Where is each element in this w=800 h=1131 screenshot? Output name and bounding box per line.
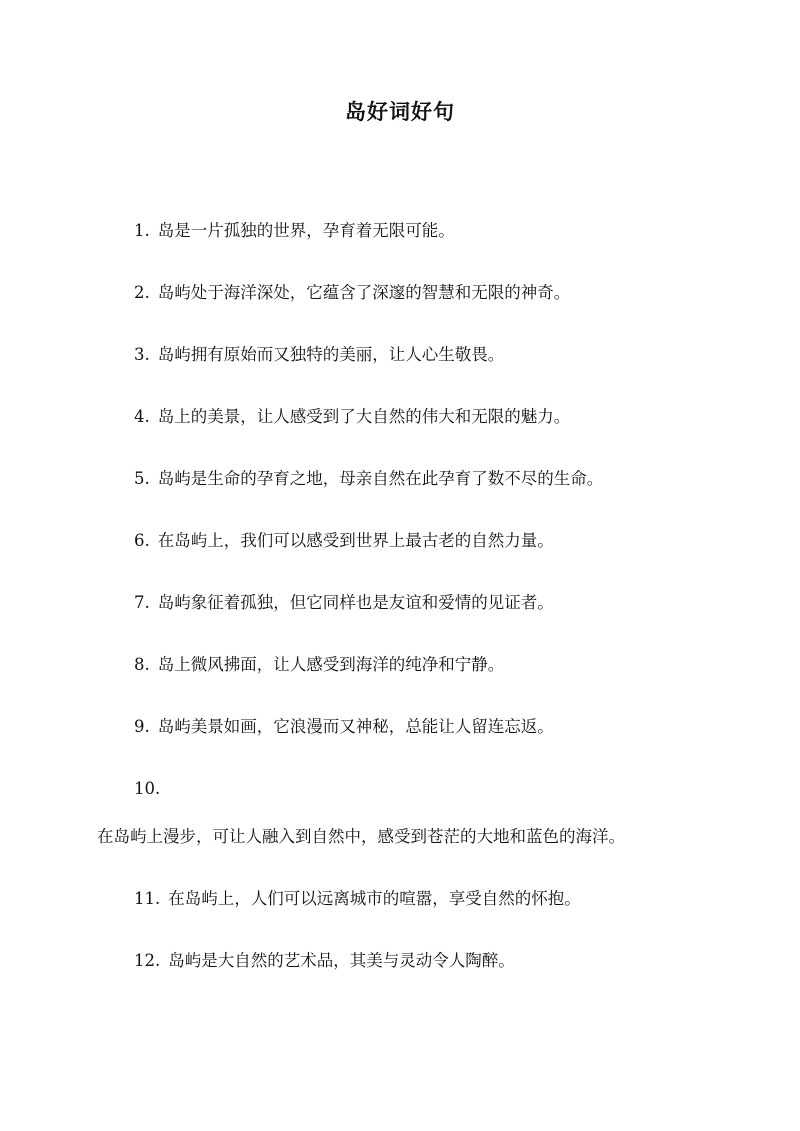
item-text: 岛屿美景如画，它浪漫而又神秘，总能让人留连忘返。 <box>157 717 554 736</box>
item-text: 岛上的美景，让人感受到了大自然的伟大和无限的魅力。 <box>157 407 571 426</box>
item-number: 4. <box>134 407 150 426</box>
list-item-8 <box>134 655 504 675</box>
item-text: 在岛屿上，我们可以感受到世界上最古老的自然力量。 <box>157 531 554 550</box>
item-text: 岛上微风拂面，让人感受到海洋的纯净和宁静。 <box>157 655 505 674</box>
item-text: 在岛屿上，人们可以远离城市的喧嚣，享受自然的怀抱。 <box>168 889 581 908</box>
item-number: 2. <box>134 283 150 302</box>
page-title: 岛好词好句 <box>345 99 455 124</box>
item-text: 岛屿是生命的孕育之地，母亲自然在此孕育了数不尽的生命。 <box>157 469 604 488</box>
list-item-10-number: 10. <box>134 779 161 798</box>
item-number: 1. <box>134 221 150 240</box>
list-item-7 <box>134 593 554 613</box>
item-number: 5. <box>134 469 150 488</box>
list-item-5 <box>134 469 603 489</box>
list-item-11 <box>134 889 581 909</box>
item-text: 岛屿象征着孤独，但它同样也是友谊和爱情的见证者。 <box>157 593 554 612</box>
item-number: 6. <box>134 531 150 550</box>
list-item-1 <box>134 221 455 241</box>
list-item-9 <box>134 717 554 737</box>
list-item-12 <box>134 951 515 971</box>
item-text: 岛屿拥有原始而又独特的美丽，让人心生敬畏。 <box>157 345 505 364</box>
item-text: 岛屿是大自然的艺术品，其美与灵动令人陶醉。 <box>168 951 515 970</box>
list-item-2 <box>134 283 570 303</box>
item-number: 11. <box>134 889 161 908</box>
item-number: 7. <box>134 593 150 612</box>
item-number: 9. <box>134 717 150 736</box>
item-text: 岛是一片孤独的世界，孕育着无限可能。 <box>157 221 455 240</box>
item-number: 8. <box>134 655 150 674</box>
item-text: 岛屿处于海洋深处，它蕴含了深邃的智慧和无限的神奇。 <box>157 283 571 302</box>
list-item-10-text: 在岛屿上漫步，可让人融入到自然中，感受到苍茫的大地和蓝色的海洋。 <box>97 827 625 846</box>
item-number: 3. <box>134 345 150 364</box>
item-number: 12. <box>134 951 161 970</box>
list-item-3 <box>134 345 504 365</box>
list-item-6 <box>134 531 554 551</box>
list-item-4 <box>134 407 570 427</box>
